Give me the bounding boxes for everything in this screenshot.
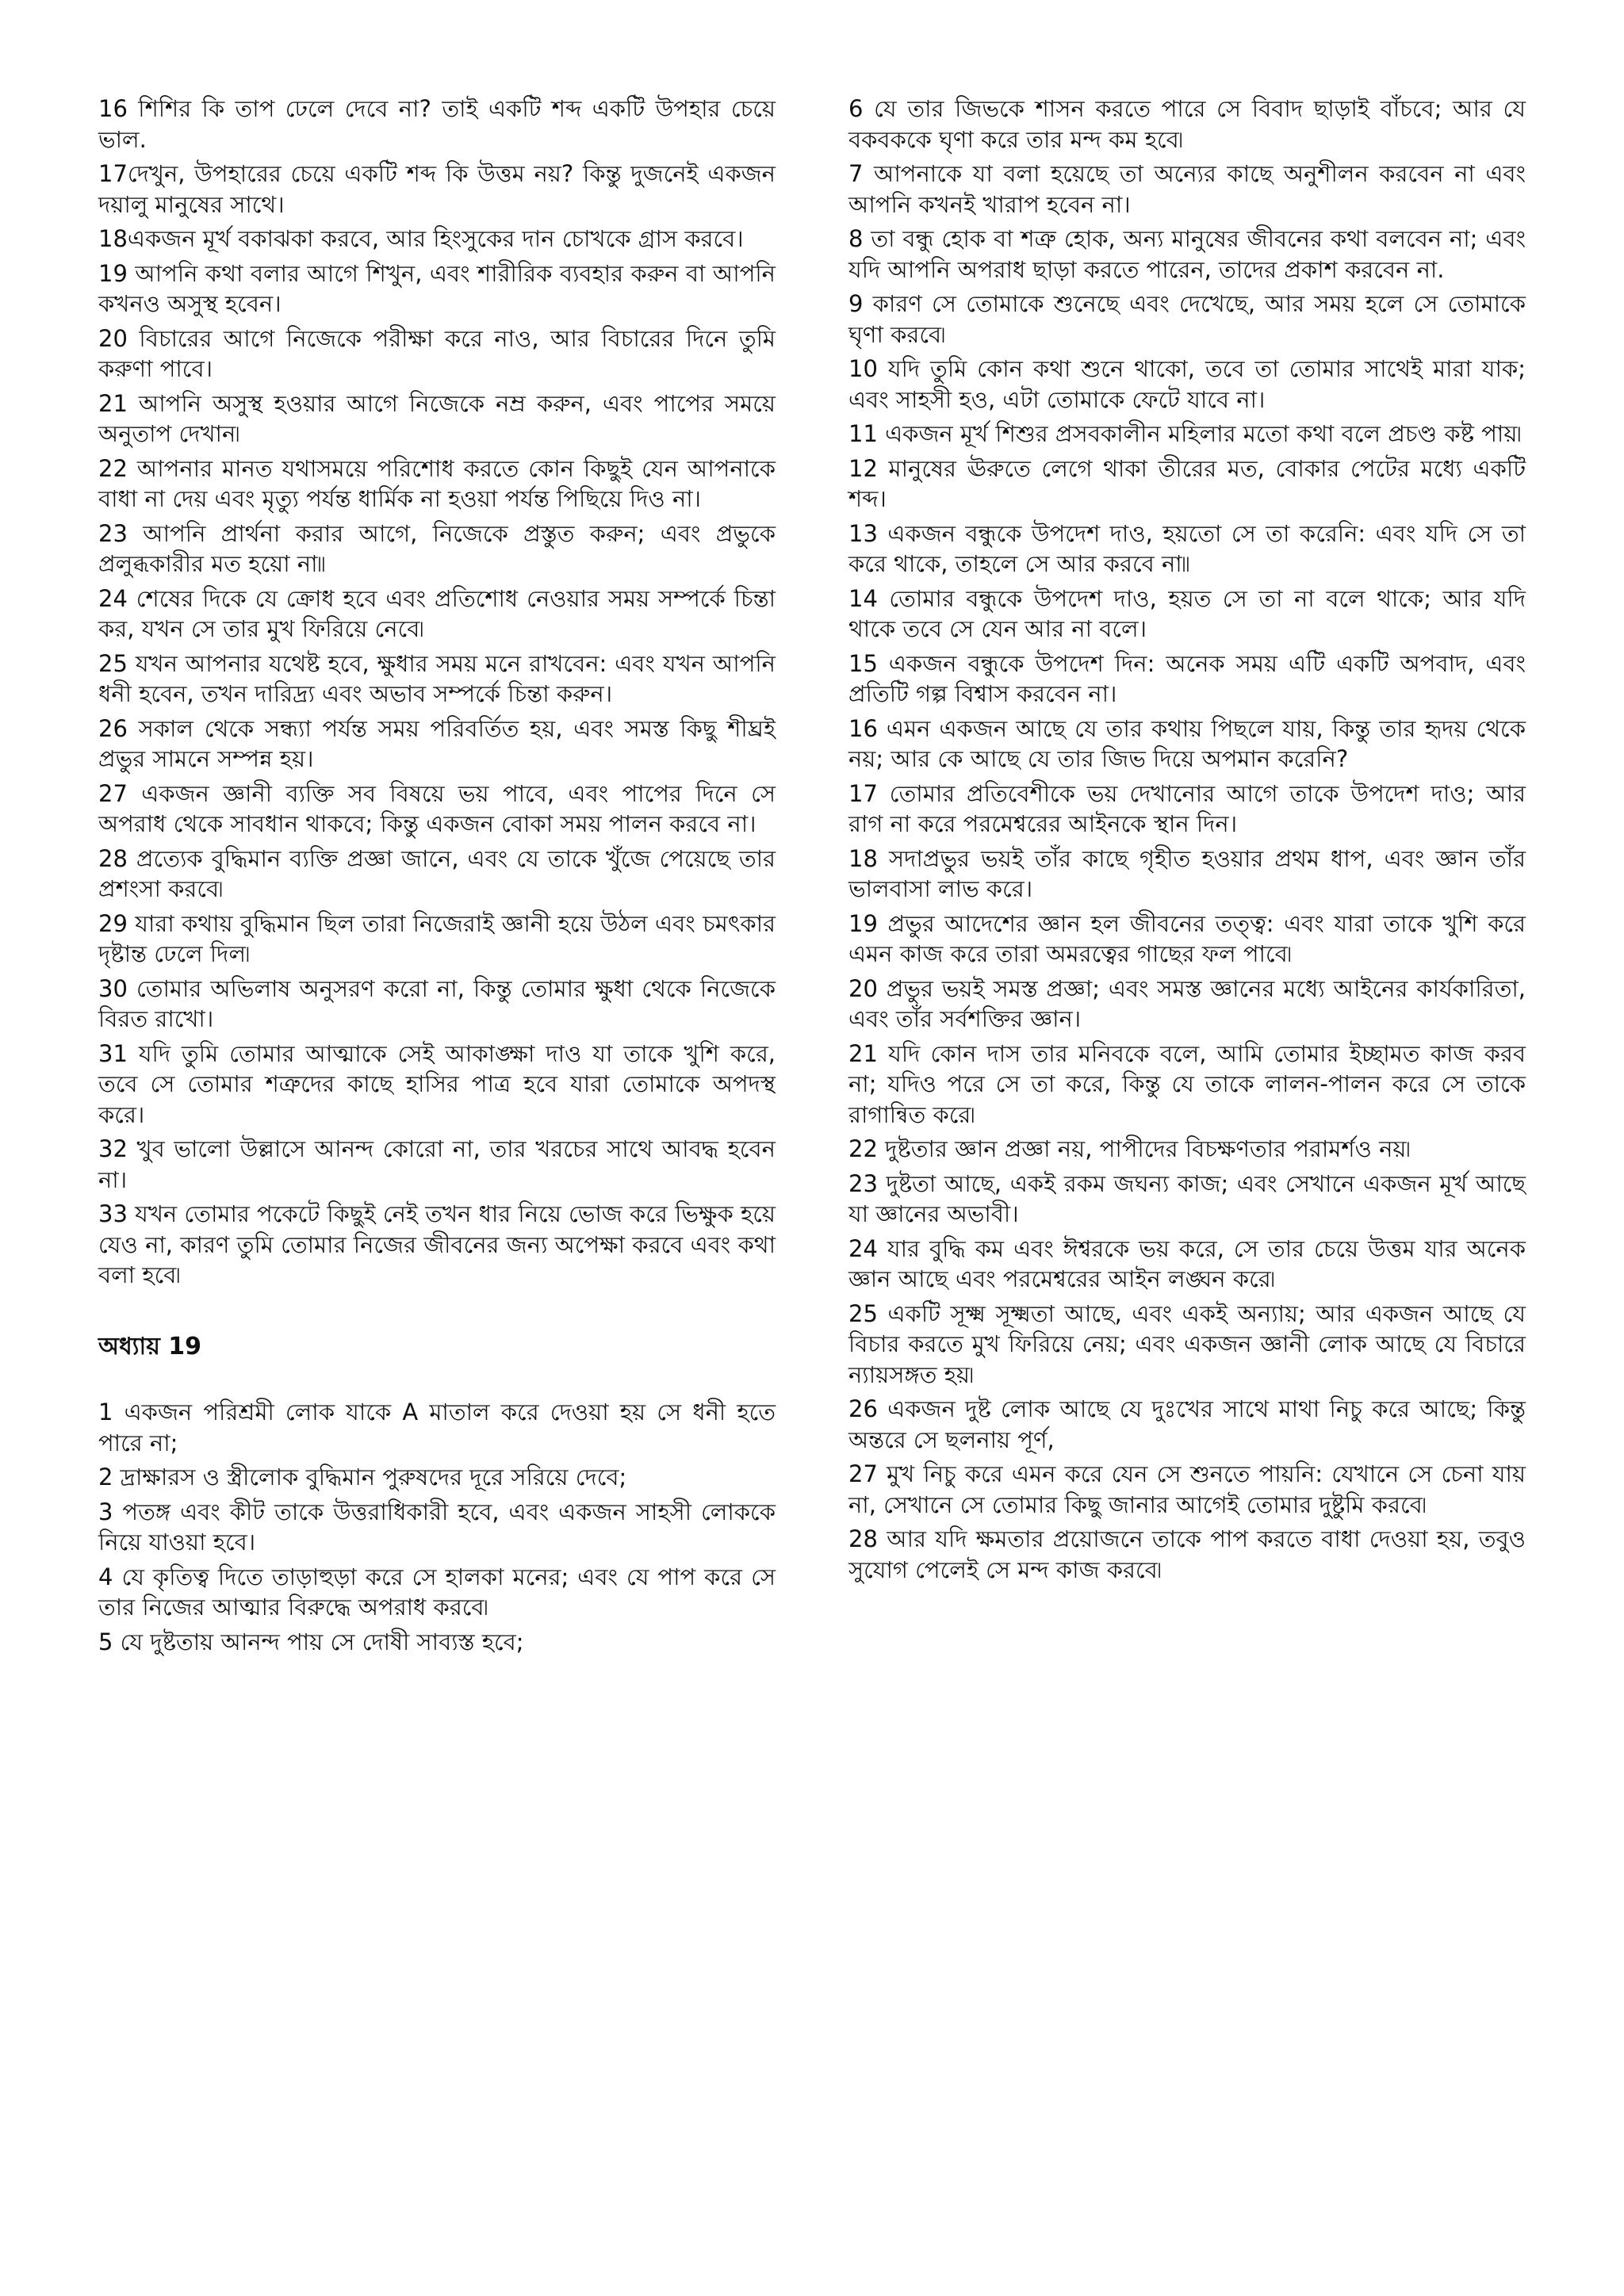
verse-text: 27 মুখ নিচু করে এমন করে যেন সে শুনতে পায়নি: যেখানে সে চেনা যায় না, সেখানে সে তোমার কিছু জানার আগেই তোমার দুষ্টুমি করবে৷ <box>848 1460 1526 1518</box>
right-column <box>848 94 1526 1589</box>
verse-text: 28 আর যদি ক্ষমতার প্রয়োজনে তাকে পাপ করতে বাধা দেওয়া হয়, তবুও সুযোগ পেলেই সে মন্দ কাজ করবে৷ <box>848 1525 1526 1583</box>
verse-text: 8 তা বন্ধু হোক বা শত্রু হোক, অন্য মানুষের জীবনের কথা বলবেন না; এবং যদি আপনি অপরাধ ছাড়া করতে পারেন, তাদের প্রকাশ করবেন না. <box>848 225 1526 283</box>
verse-text: 14 তোমার বন্ধুকে উপদেশ দাও, হয়ত সে তা না বলে থাকে; আর যদি থাকে তবে সে যেন আর না বলে। <box>848 584 1526 642</box>
chapter-heading: অধ্যায় 19 <box>98 1332 202 1360</box>
verse-text: 21 যদি কোন দাস তার মনিবকে বলে, আমি তোমার ইচ্ছামত কাজ করব না; যদিও পরে সে তা করে, কিন্তু যে তাকে লালন-পালন করে সে তাকে রাগান্বিত করে৷ <box>848 1039 1526 1128</box>
verse-text: 24 শেষের দিকে যে ক্রোধ হবে এবং প্রতিশোধ নেওয়ার সময় সম্পর্কে চিন্তা কর, যখন সে তার মুখ ফিরিয়ে নেবে৷ <box>98 584 776 642</box>
verse-text: 30 তোমার অভিলাষ অনুসরণ করো না, কিন্তু তোমার ক্ষুধা থেকে নিজেকে বিরত রাখো। <box>98 974 776 1032</box>
verse-text: 26 একজন দুষ্ট লোক আছে যে দুঃখের সাথে মাথা নিচু করে আছে; কিন্তু অন্তরে সে ছলনায় পূর্ণ, <box>848 1395 1526 1453</box>
verse-text: 4 যে কৃতিত্ব দিতে তাড়াহুড়া করে সে হালকা মনের; এবং যে পাপ করে সে তার নিজের আত্মার বিরুদ্ধে অপরাধ করবে৷ <box>98 1563 776 1621</box>
verse-text: 29 যারা কথায় বুদ্ধিমান ছিল তারা নিজেরাই জ্ঞানী হয়ে উঠল এবং চমৎকার দৃষ্টান্ত ঢেলে দিল৷ <box>98 909 776 967</box>
verse-text: 10 যদি তুমি কোন কথা শুনে থাকো, তবে তা তোমার সাথেই মারা যাক; এবং সাহসী হও, এটা তোমাকে ফেটে যাবে না। <box>848 355 1526 413</box>
left-column <box>98 94 776 1661</box>
verse-text: 21 আপনি অসুস্থ হওয়ার আগে নিজেকে নম্র করুন, এবং পাপের সময়ে অনুতাপ দেখান৷ <box>98 389 776 447</box>
verse-text: 5 যে দুষ্টতায় আনন্দ পায় সে দোষী সাব্যস্ত হবে; <box>98 1628 524 1655</box>
verse-text: 26 সকাল থেকে সন্ধ্যা পর্যন্ত সময় পরিবর্তিত হয়, এবং সমস্ত কিছু শীঘ্রই প্রভুর সামনে সম্পন্ন হয়। <box>98 714 776 772</box>
verse-text: 25 যখন আপনার যথেষ্ট হবে, ক্ষুধার সময় মনে রাখবেন: এবং যখন আপনি ধনী হবেন, তখন দারিদ্র্য এবং অভাব সম্পর্কে চিন্তা করুন। <box>98 649 776 707</box>
verse-text: 27 একজন জ্ঞানী ব্যক্তি সব বিষয়ে ভয় পাবে, এবং পাপের দিনে সে অপরাধ থেকে সাবধান থাকবে; কিন্তু একজন বোকা সময় পালন করবে না। <box>98 779 776 837</box>
verse-text: 24 যার বুদ্ধি কম এবং ঈশ্বরকে ভয় করে, সে তার চেয়ে উত্তম যার অনেক জ্ঞান আছে এবং পরমেশ্বরের আইন লঙ্ঘন করে৷ <box>848 1234 1526 1292</box>
verse-text: 23 দুষ্টতা আছে, একই রকম জঘন্য কাজ; এবং সেখানে একজন মূর্খ আছে যা জ্ঞানের অভাবী। <box>848 1169 1526 1227</box>
verse-text: 32 খুব ভালো উল্লাসে আনন্দ কোরো না, তার খরচের সাথে আবদ্ধ হবেন না। <box>98 1135 776 1193</box>
verse-text: 22 দুষ্টতার জ্ঞান প্রজ্ঞা নয়, পাপীদের বিচক্ষণতার পরামর্শও নয়৷ <box>848 1135 1411 1162</box>
verse-text: 12 মানুষের ঊরুতে লেগে থাকা তীরের মত, বোকার পেটের মধ্যে একটি শব্দ। <box>848 454 1526 512</box>
verse-text: 7 আপনাকে যা বলা হয়েছে তা অন্যের কাছে অনুশীলন করবেন না এবং আপনি কখনই খারাপ হবেন না। <box>848 160 1526 218</box>
verse-text: 25 একটি সূক্ষ্ম সূক্ষ্মতা আছে, এবং একই অন্যায়; আর একজন আছে যে বিচার করতে মুখ ফিরিয়ে নেয়; এবং একজন জ্ঞানী লোক আছে যে বিচারে ন্যায়সঙ্গত হয়৷ <box>848 1299 1526 1388</box>
verse-text: 16 এমন একজন আছে যে তার কথায় পিছলে যায়, কিন্তু তার হৃদয় থেকে নয়; আর কে আছে যে তার জিভ দিয়ে অপমান করেনি? <box>848 714 1526 772</box>
verse-text: 15 একজন বন্ধুকে উপদেশ দিন: অনেক সময় এটি একটি অপবাদ, এবং প্রতিটি গল্প বিশ্বাস করবেন না। <box>848 649 1526 707</box>
verse-text: 23 আপনি প্রার্থনা করার আগে, নিজেকে প্রস্তুত করুন; এবং প্রভুকে প্রলুব্ধকারীর মত হয়ো না৷৷ <box>98 519 776 577</box>
verse-text: 2 দ্রাক্ষারস ও স্ত্রীলোক বুদ্ধিমান পুরুষদের দূরে সরিয়ে দেবে; <box>98 1464 627 1490</box>
verse-text: 22 আপনার মানত যথাসময়ে পরিশোধ করতে কোন কিছুই যেন আপনাকে বাধা না দেয় এবং মৃত্যু পর্যন্ত ধার্মিক না হওয়া পর্যন্ত পিছিয়ে দিও না। <box>98 454 776 512</box>
verse-text: 20 বিচারের আগে নিজেকে পরীক্ষা করে নাও, আর বিচারের দিনে তুমি করুণা পাবে। <box>98 324 776 382</box>
verse-text: 18 সদাপ্রভুর ভয়ই তাঁর কাছে গৃহীত হওয়ার প্রথম ধাপ, এবং জ্ঞান তাঁর ভালবাসা লাভ করে। <box>848 844 1526 902</box>
verse-text: 16 শিশির কি তাপ ঢেলে দেবে না? তাই একটি শব্দ একটি উপহার চেয়ে ভাল. <box>98 95 776 153</box>
verse-text: 20 প্রভুর ভয়ই সমস্ত প্রজ্ঞা; এবং সমস্ত জ্ঞানের মধ্যে আইনের কার্যকারিতা, এবং তাঁর সর্বশক্তির জ্ঞান। <box>848 974 1526 1032</box>
verse-text: 31 যদি তুমি তোমার আত্মাকে সেই আকাঙ্ক্ষা দাও যা তাকে খুশি করে, তবে সে তোমার শত্রুদের কাছে হাসির পাত্র হবে যারা তোমাকে অপদস্থ করে। <box>98 1039 776 1128</box>
verse-text: 1 একজন পরিশ্রমী লোক যাকে A মাতাল করে দেওয়া হয় সে ধনী হতে পারে না; <box>98 1399 776 1456</box>
verse-text: 11 একজন মূর্খ শিশুর প্রসবকালীন মহিলার মতো কথা বলে প্রচণ্ড কষ্ট পায়৷ <box>848 420 1522 447</box>
verse-text: 13 একজন বন্ধুকে উপদেশ দাও, হয়তো সে তা করেনি: এবং যদি সে তা করে থাকে, তাহলে সে আর করবে না৷৷ <box>848 519 1526 577</box>
verse-text: 9 কারণ সে তোমাকে শুনেছে এবং দেখেছে, আর সময় হলে সে তোমাকে ঘৃণা করবে৷ <box>848 290 1526 348</box>
verse-text: 6 যে তার জিভকে শাসন করতে পারে সে বিবাদ ছাড়াই বাঁচবে; আর যে বকবককে ঘৃণা করে তার মন্দ কম হবে৷ <box>848 95 1526 153</box>
verse-text: 18একজন মূর্খ বকাঝকা করবে, আর হিংসুকের দান চোখকে গ্রাস করবে। <box>98 225 744 252</box>
verse-text: 3 পতঙ্গ এবং কীট তাকে উত্তরাধিকারী হবে, এবং একজন সাহসী লোককে নিয়ে যাওয়া হবে। <box>98 1498 776 1556</box>
verse-text: 28 প্রত্যেক বুদ্ধিমান ব্যক্তি প্রজ্ঞা জানে, এবং যে তাকে খুঁজে পেয়েছে তার প্রশংসা করবে৷ <box>98 844 776 902</box>
verse-text: 17 তোমার প্রতিবেশীকে ভয় দেখানোর আগে তাকে উপদেশ দাও; আর রাগ না করে পরমেশ্বরের আইনকে স্থান দিন। <box>848 779 1526 837</box>
verse-text: 19 প্রভুর আদেশের জ্ঞান হল জীবনের তত্ত্ব: এবং যারা তাকে খুশি করে এমন কাজ করে তারা অমরত্বের গাছের ফল পাবে৷ <box>848 909 1526 967</box>
verse-text: 17দেখুন, উপহারের চেয়ে একটি শব্দ কি উত্তম নয়? কিন্তু দুজনেই একজন দয়ালু মানুষের সাথে। <box>98 160 776 218</box>
verse-text: 19 আপনি কথা বলার আগে শিখুন, এবং শারীরিক ব্যবহার করুন বা আপনি কখনও অসুস্থ হবেন। <box>98 259 776 317</box>
verse-text: 33 যখন তোমার পকেটে কিছুই নেই তখন ধার নিয়ে ভোজ করে ভিক্ষুক হয়ে যেও না, কারণ তুমি তোমার নিজের জীবনের জন্য অপেক্ষা করবে এবং কথা বলা হবে৷ <box>98 1200 776 1288</box>
